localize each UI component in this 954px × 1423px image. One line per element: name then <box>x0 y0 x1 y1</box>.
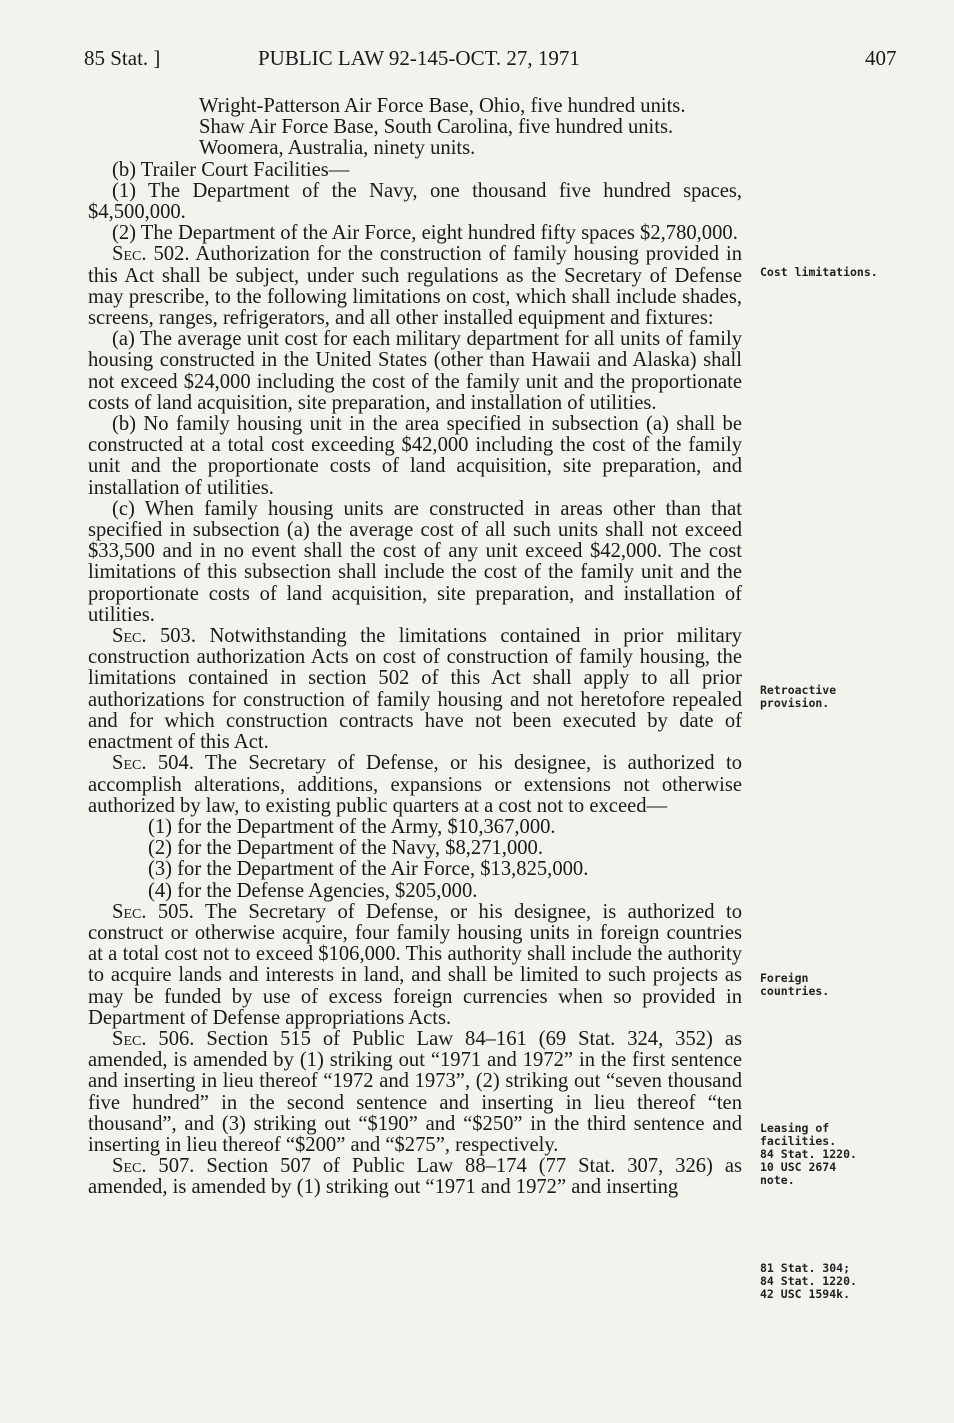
section-number: Sec. 502. <box>112 243 190 266</box>
section-number: Sec. 503. <box>112 625 196 648</box>
section-text: The Secretary of Defense, or his designee, is authorized to accomplish alterations, additions, expansions or extensions not otherwise authorized by law, to existing public quarters at a cost not to exceed— <box>88 752 742 817</box>
margin-note-citation: 84 Stat. 1220. <box>760 1274 857 1288</box>
section-text: Section 507 of Public Law 88–174 (77 Stat. 307, 326) as amended, is amended by (1) striking out “1971 and 1972” and inserting <box>88 1155 742 1199</box>
section-505 <box>88 902 742 1029</box>
clause: (2) The Department of the Air Force, eight hundred fifty spaces $2,780,000. <box>112 222 738 245</box>
clause: (c) When family housing units are constructed in areas other than that specified in subsection (a) the average cost of all such units shall not exceed $33,500 and in no event shall the cost of any unit exceed $42,000. The cost limitations of this subsection shall include the cost of the family unit and the proportionate costs of land acquisition, site preparation, and installation of utilities. <box>88 497 742 626</box>
section-502 <box>88 244 742 329</box>
clause: (4) for the Defense Agencies, $205,000. <box>148 879 478 902</box>
section-506 <box>88 1029 742 1156</box>
section-number: Sec. 507. <box>112 1155 195 1178</box>
margin-note-citation: 42 USC 1594k. <box>760 1287 851 1301</box>
margin-note-foreign-countries: Foreign countries. <box>760 971 830 998</box>
section-number: Sec. 506. <box>112 1027 195 1050</box>
margin-note-cost-limitations: Cost limitations. <box>760 265 878 279</box>
running-head-stat: 85 Stat. ] <box>84 46 161 70</box>
clause: (1) for the Department of the Army, $10,367,000. <box>148 815 556 838</box>
clause: (b) No family housing unit in the area specified in subsection (a) shall be constructed at a total cost exceeding $42,000 including the cost of the family unit and the proportionate costs of land acquisition, site preparation, and installation of utilities. <box>88 413 742 499</box>
section-text: The Secretary of Defense, or his designee, is authorized to construct or otherwise acquire, four family housing units in foreign countries at a total cost not to exceed $106,000. This authority shall include the authority to acquire lands and interests in land, and shall be limited to such projects as may be funded by use of excess foreign currencies when so provided in Department of Defense appropriations Acts. <box>88 900 742 1029</box>
margin-note-citation: 10 USC 2674 note. <box>760 1160 837 1187</box>
section-text: Notwithstanding the limitations contained in prior military construction authorization Acts on cost of construction of family housing, the limitations contained in section 502 of this Act shall apply to all prior authorizations for construction of family housing and not heretofore repealed and for which construction contracts have not been executed by date of enactment of this Act. <box>88 625 742 754</box>
margin-note-citation: 81 Stat. 304; <box>760 1261 851 1275</box>
clause: (2) for the Department of the Navy, $8,271,000. <box>148 837 543 860</box>
margin-note-leasing-title: Leasing of facilities. <box>760 1121 837 1148</box>
section-number: Sec. 505. <box>112 900 194 923</box>
clause: (a) The average unit cost for each military department for all units of family housing constructed in the United States (other than Hawaii and Alaska) shall not exceed $24,000 including the cost of the family unit and the proportionate costs of land acquisition, site preparation, and installation of utilities. <box>88 328 742 414</box>
unit-line: Wright-Patterson Air Force Base, Ohio, five hundred units. <box>199 95 686 117</box>
section-number: Sec. 504. <box>112 752 194 775</box>
unit-line: Shaw Air Force Base, South Carolina, five hundred units. <box>199 116 674 139</box>
subsection-heading: (b) Trailer Court Facilities— <box>112 158 350 181</box>
section-text: Authorization for the construction of family housing provided in this Act shall be subject, under such regulations as the Secretary of Defense may prescribe, to the following limitations on cost, which shall include shades, screens, ranges, refrigerators, and all other installed equipment and fixtures: <box>88 243 743 330</box>
page-number: 407 <box>865 46 897 70</box>
margin-note-sec-507-citations <box>760 1262 890 1301</box>
body-text <box>88 96 742 1199</box>
section-text: Section 515 of Public Law 84–161 (69 Stat. 324, 352) as amended, is amended by (1) striking out “1971 and 1972” in the first sentence and inserting in lieu thereof “1972 and 1973”, (2) striking out “seven thousand five hundred” in the second sentence and inserting in lieu thereof “ten thousand”, and (3) striking out “$190” and “$250” in the third sentence and inserting in lieu thereof “$200” and “$275”, respectively. <box>88 1027 742 1156</box>
clause: (1) The Department of the Navy, one thousand five hundred spaces, $4,500,000. <box>88 179 742 224</box>
clause: (3) for the Department of the Air Force, $13,825,000. <box>148 858 589 881</box>
unit-line: Woomera, Australia, ninety units. <box>199 137 476 160</box>
margin-note-retroactive: Retroactive provision. <box>760 683 837 710</box>
margin-note-leasing <box>760 1122 870 1187</box>
section-503 <box>88 626 742 753</box>
margin-note-citation: 84 Stat. 1220. <box>760 1147 857 1161</box>
running-head-title: PUBLIC LAW 92-145-OCT. 27, 1971 <box>258 46 580 70</box>
section-504 <box>88 753 742 817</box>
section-507 <box>88 1156 742 1198</box>
